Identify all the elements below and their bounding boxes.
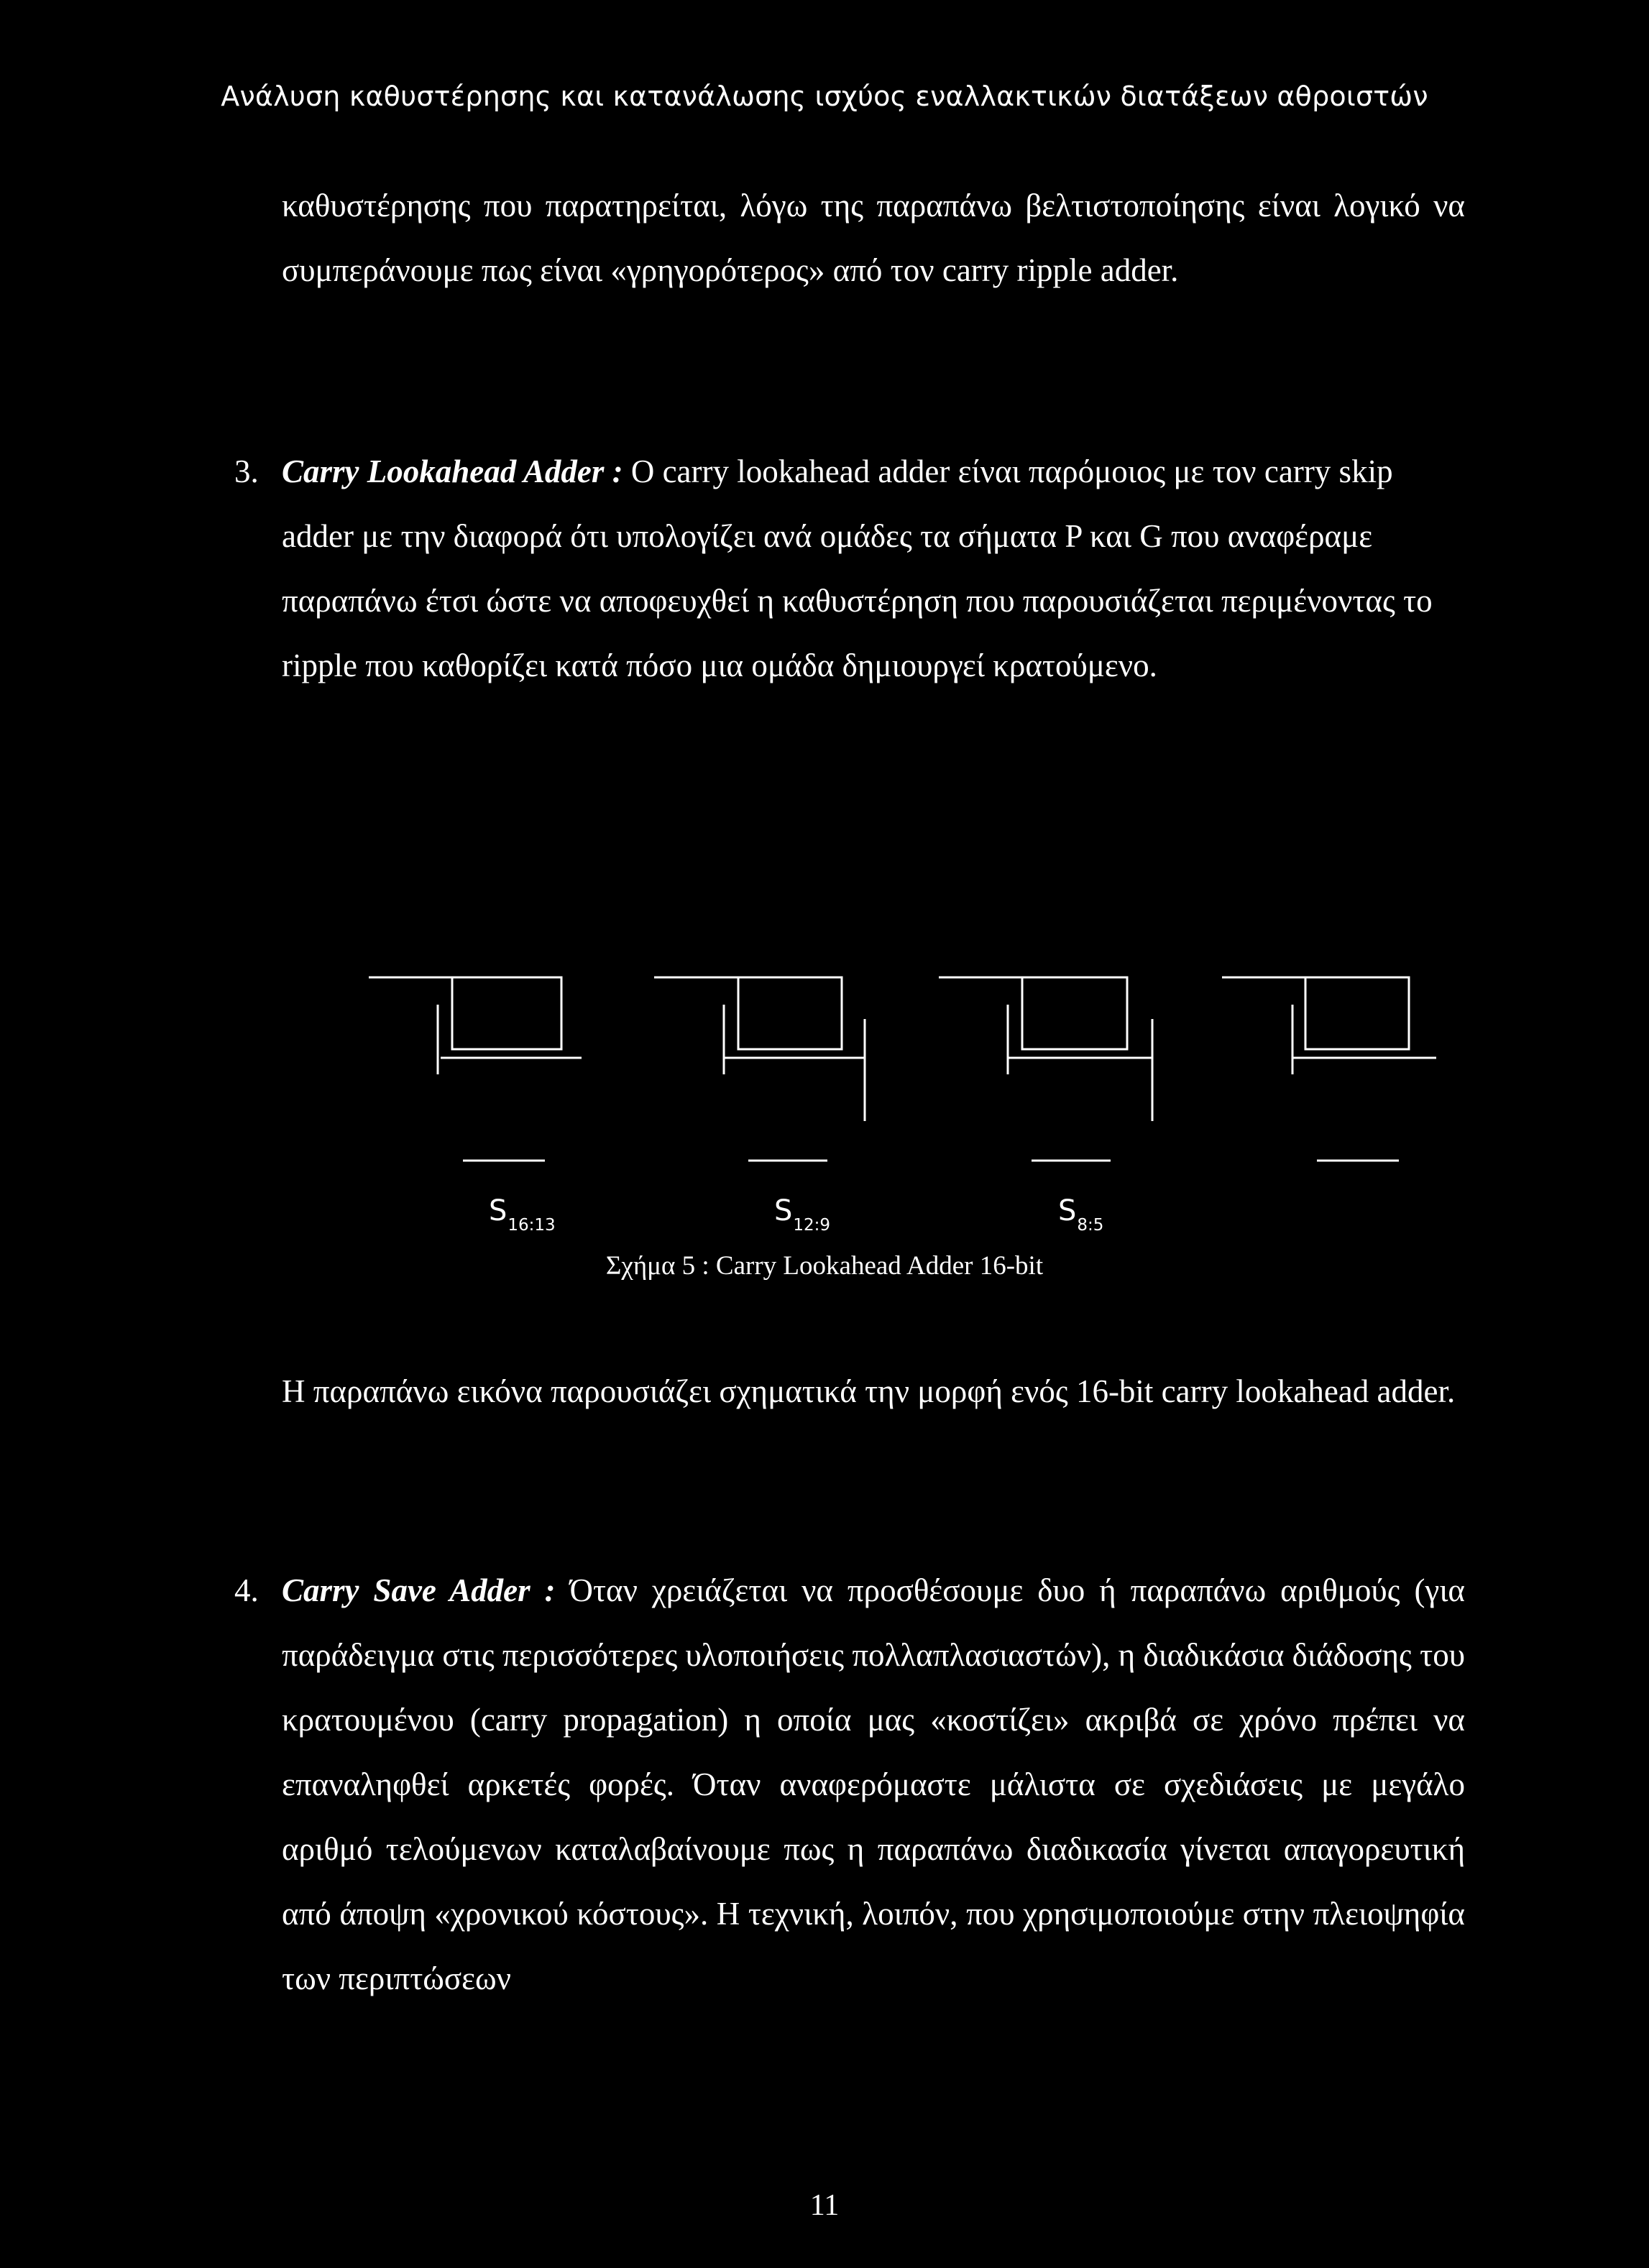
running-header: Ανάλυση καθυστέρησης και κατανάλωσης ισχύος εναλλακτικών διατάξεων αθροιστών <box>221 80 1428 112</box>
item-title: Carry Lookahead Adder : <box>282 453 623 489</box>
block-box <box>1022 977 1127 1049</box>
item-number: 4. <box>234 1572 259 1608</box>
item-number: 3. <box>234 453 259 489</box>
block-box <box>452 977 561 1049</box>
sum-label-8-5: $S_{8:5}$ <box>1058 1194 1104 1235</box>
block-box <box>1305 977 1409 1049</box>
sum-label-16-13: $S_{16:13}$ <box>489 1194 556 1235</box>
item-text: Όταν χρειάζεται να προσθέσουμε δυο ή παραπάνω αριθμούς (για παράδειγμα στις περισσότερες υλοποιήσεις πολλαπλασιαστών), η διαδικάσια διάδοσης του κρατουμένου (carry propagation) η οποία μας «κοστίζει» ακριβά σε χρόνο πρέπει να επαναληφθεί αρκετές φορές. Όταν αναφερόμαστε μάλιστα σε σχεδιάσεις με μεγάλο αριθμό τελούμενων καταλαβαίνουμε πως η παραπάνω διαδικασία γίνεται απαγορευτική από άποψη «χρονικού κόστους». Η τεχνική, λοιπόν, που χρησιμοποιούμε στην πλειοψηφία των περιπτώσεων <box>282 1572 1465 1996</box>
item-paragraph-carry-save <box>282 1558 1465 2011</box>
adder-block-3 <box>939 977 1152 1161</box>
page-number: 11 <box>809 2189 840 2222</box>
figure-note-paragraph: Η παραπάνω εικόνα παρουσιάζει σχηματικά την μορφή ενός 16-bit carry lookahead adder. <box>282 1373 1456 1409</box>
sum-label-12-9: $S_{12:9}$ <box>774 1194 831 1235</box>
carry-lookahead-diagram <box>0 956 1649 1258</box>
figure-caption: Σχήμα 5 : Carry Lookahead Adder 16-bit <box>605 1251 1044 1281</box>
adder-block-4 <box>1222 977 1436 1161</box>
item-paragraph-carry-lookahead <box>282 439 1465 698</box>
adder-block-1 <box>369 977 582 1161</box>
adder-block-2 <box>654 977 865 1161</box>
item-title: Carry Save Adder : <box>282 1572 556 1608</box>
continuation-paragraph: καθυστέρησης που παρατηρείται, λόγω της παραπάνω βελτιστοποίησης είναι λογικό να συμπεράνουμε πως είναι «γρηγορότερος» από τον carry ripple adder. <box>282 188 1465 288</box>
block-box <box>738 977 842 1049</box>
item-text: Ο carry lookahead adder είναι παρόμοιος με τον carry skip adder με την διαφορά ότι υπολογίζει ανά ομάδες τα σήματα P και G που αναφέραμε παραπάνω έτσι ώστε να αποφευχθεί η καθυστέρηση που παρουσιάζεται περιμένοντας το ripple που καθορίζει κατά πόσο μια ομάδα δημιουργεί κρατούμενο. <box>282 453 1433 683</box>
